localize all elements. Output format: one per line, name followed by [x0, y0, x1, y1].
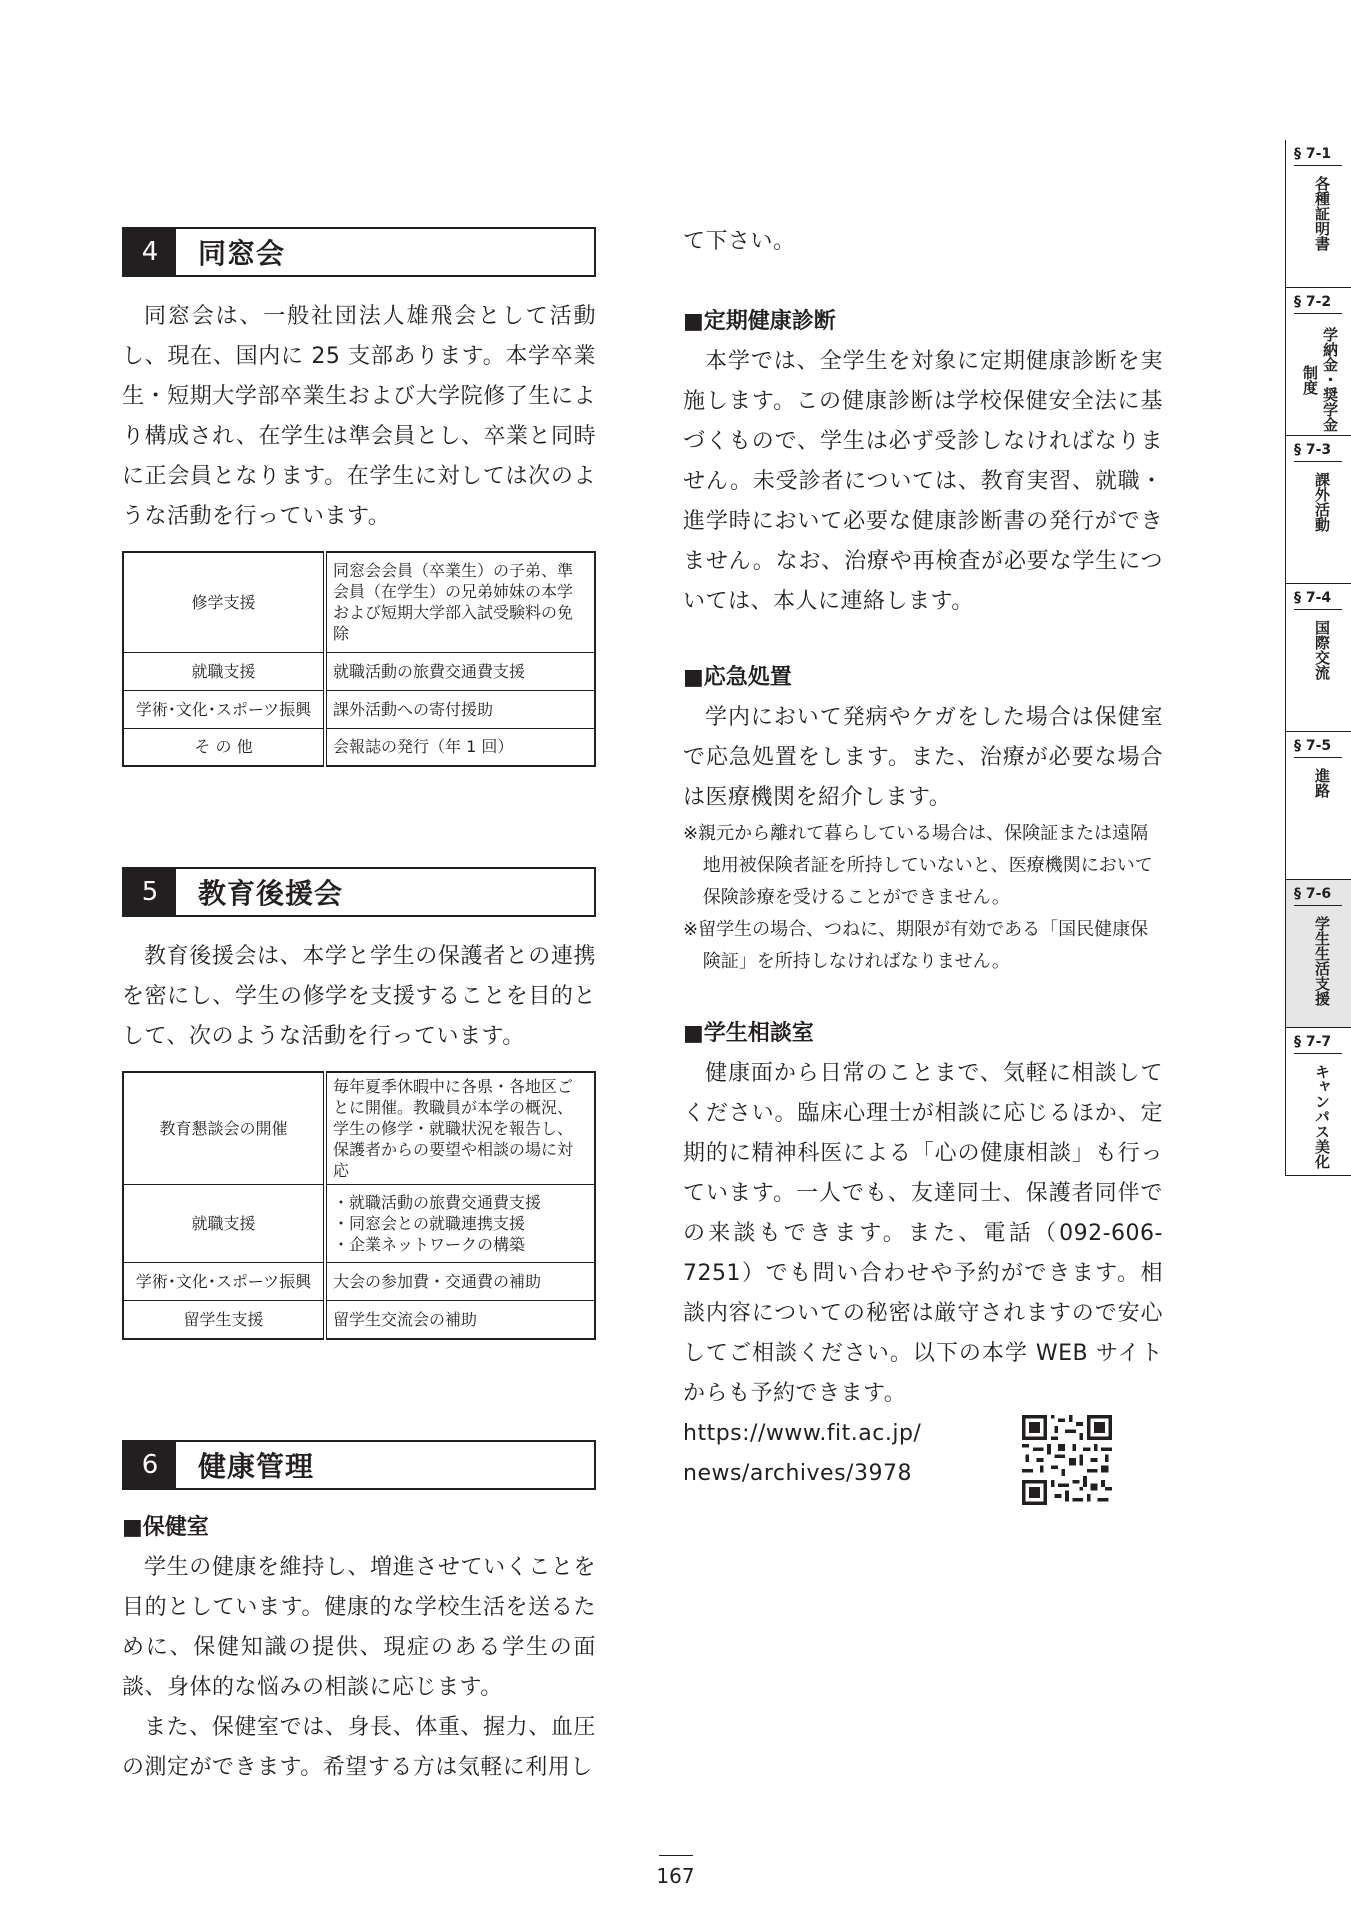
table-key: 就職支援: [123, 652, 325, 690]
tab-number: § 7-2: [1294, 294, 1342, 314]
table-value: 課外活動への寄付援助: [325, 690, 595, 728]
table-key: そ の 他: [123, 728, 325, 766]
table-value: 就職活動の旅費交通費支援: [325, 652, 595, 690]
table-key: 学術･文化･スポーツ振興: [123, 1263, 325, 1301]
table-key: 学術･文化･スポーツ振興: [123, 690, 325, 728]
table-row: [123, 690, 595, 728]
health-room-paragraph: 学生の健康を維持し、増進させていくことを目的としています。健康的な学校生活を送るために、保健知識の提供、現症のある学生の面談、身体的な悩みの相談に応じます。: [122, 1554, 596, 1700]
counseling-subheading: ■学生相談室: [683, 1021, 814, 1046]
page-footer: [0, 1855, 1351, 1888]
tab-number: § 7-6: [1294, 886, 1342, 906]
first-aid-subheading: ■応急処置: [683, 665, 792, 690]
table-value: 大会の参加費・交通費の補助: [325, 1263, 595, 1301]
table-value: 同窓会会員（卒業生）の子弟、準会員（在学生）の兄弟姉妹の本学および短期大学部入試受験料の免除: [325, 552, 595, 652]
table-value: 留学生交流会の補助: [325, 1301, 595, 1339]
section-title: 健康管理: [198, 1449, 315, 1483]
counseling-url-line-1[interactable]: https://www.fit.ac.jp/: [683, 1421, 922, 1446]
tab-number: § 7-5: [1294, 738, 1342, 758]
chapter-tabs: [1285, 140, 1351, 1176]
left-column: [122, 227, 596, 1788]
page-number: 167: [656, 1864, 695, 1888]
tab-label: 進路: [1313, 768, 1331, 798]
checkup-paragraph: 本学では、全学生を対象に定期健康診断を実施します。この健康診断は学校保健安全法に基づくもので、学生は必ず受診しなければなりません。未受診者については、教育実習、就職・進学時において必要な健康診断書の発行ができません。なお、治療や再検査が必要な学生については、本人に連絡します。: [683, 349, 1163, 614]
tab-label: 国際交流: [1313, 620, 1331, 680]
tab-7-1[interactable]: [1285, 140, 1351, 288]
tab-number: § 7-4: [1294, 590, 1342, 610]
continuation-text: て下さい。: [683, 229, 796, 254]
health-room-subheading: ■保健室: [122, 1514, 209, 1540]
tab-label: 各種証明書: [1313, 176, 1331, 251]
tab-7-5[interactable]: [1285, 732, 1351, 880]
section-heading-alumni: [122, 227, 596, 277]
first-aid-note-1: ※親元から離れて暮らしている場合は、保険証または遠隔地用被保険者証を所持していないと、医療機関において保険診療を受けることができません。: [683, 823, 1153, 908]
table-key: 教育懇談会の開催: [123, 1072, 325, 1185]
first-aid-note-2: ※留学生の場合、つねに、期限が有効である「国民健康保険証」を所持しなければなりません。: [683, 919, 1149, 972]
tab-number: § 7-1: [1294, 146, 1342, 166]
right-column: [683, 222, 1163, 1494]
table-row: [123, 1072, 595, 1185]
alumni-paragraph: 同窓会は、一般社団法人雄飛会として活動し、現在、国内に 25 支部あります。本学卒業生・短期大学部卒業生および大学院修了生により構成され、在学生は準会員とし、卒業と同時に正会員となります。在学生に対しては次のような活動を行っています。: [122, 304, 596, 529]
parents-association-paragraph: 教育後援会は、本学と学生の保護者との連携を密にし、学生の修学を支援することを目的として、次のような活動を行っています。: [122, 944, 596, 1049]
counseling-url-line-2[interactable]: news/archives/3978: [683, 1461, 912, 1486]
footer-rule: [659, 1855, 693, 1856]
tab-label: 課外活動: [1313, 472, 1331, 532]
table-row: [123, 552, 595, 652]
section-number: 4: [124, 229, 176, 275]
alumni-activities-table: [122, 551, 596, 767]
tab-7-6[interactable]: [1285, 880, 1351, 1028]
qr-code-icon[interactable]: [1022, 1415, 1112, 1505]
section-title: 教育後援会: [198, 877, 344, 910]
table-row: [123, 1263, 595, 1301]
health-room-paragraph-2: また、保健室では、身長、体重、握力、血圧の測定ができます。希望する方は気軽に利用し: [122, 1714, 596, 1780]
section-number: 6: [124, 1442, 176, 1488]
tab-strip-rule: [1285, 0, 1286, 140]
section-number: 5: [124, 869, 176, 915]
table-key: 留学生支援: [123, 1301, 325, 1339]
table-row: [123, 1301, 595, 1339]
parents-association-table: [122, 1071, 596, 1340]
first-aid-paragraph: 学内において発病やケガをした場合は保健室で応急処置をします。また、治療が必要な場合は医療機関を紹介します。: [683, 705, 1163, 810]
table-value: 毎年夏季休暇中に各県・各地区ごとに開催。教職員が本学の概況、学生の修学・就職状況を報告し、保護者からの要望や相談の場に対応: [325, 1072, 595, 1185]
table-row: [123, 728, 595, 766]
section-heading-health: [122, 1440, 596, 1490]
table-row: [123, 1185, 595, 1263]
tab-7-3[interactable]: [1285, 436, 1351, 584]
tab-7-7[interactable]: [1285, 1028, 1351, 1176]
table-value: ・就職活動の旅費交通費支援 ・同窓会との就職連携支援 ・企業ネットワークの構築: [325, 1185, 595, 1263]
table-key: 修学支援: [123, 552, 325, 652]
tab-label: 学生生活支援: [1313, 916, 1331, 1006]
section-heading-parents-association: [122, 867, 596, 917]
section-title: 同窓会: [198, 237, 286, 270]
tab-number: § 7-3: [1294, 442, 1342, 462]
tab-label: キャンパス美化: [1313, 1064, 1331, 1169]
counseling-paragraph: 健康面から日常のことまで、気軽に相談してください。臨床心理士が相談に応じるほか、定期的に精神科医による「心の健康相談」も行っています。一人でも、友達同士、保護者同伴での来談もできます。また、電話（092-606-7251）でも問い合わせや予約ができます。相談内容についての秘密は厳守されますので安心してご相談ください。以下の本学 WEB サイトからも予約できます。: [683, 1061, 1163, 1406]
tab-label: 学納金・奨学金制度: [1301, 327, 1339, 432]
checkup-subheading: ■定期健康診断: [683, 309, 836, 334]
table-row: [123, 652, 595, 690]
tab-7-4[interactable]: [1285, 584, 1351, 732]
tab-number: § 7-7: [1294, 1034, 1342, 1054]
table-value: 会報誌の発行（年 1 回）: [325, 728, 595, 766]
tab-7-2[interactable]: [1285, 288, 1351, 436]
table-key: 就職支援: [123, 1185, 325, 1263]
